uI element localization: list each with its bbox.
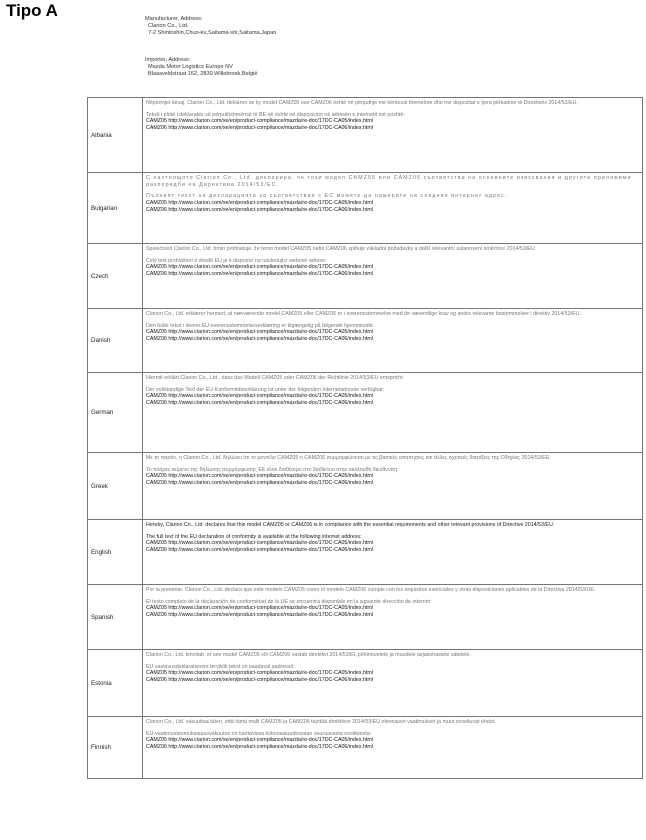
full-text-notice: The full text of the EU declaration of conformity is available at the following internet address: <box>146 533 362 540</box>
language-name: Czech <box>88 244 143 309</box>
importer-name: Mazda Motor Logistics Europe NV <box>148 64 233 70</box>
language-name: Albania <box>88 98 143 173</box>
compliance-statement: Clarion Co., Ltd. erklærer hermed, at nærværende model CAMZ05 eller CAMZ06 er i overensstemmelse med de væsentlige krav og andre relevante bestemmelser i direktiv 2014/53/EU. <box>146 311 581 317</box>
declaration-link[interactable]: CAMZ06 http://www.clarion.com/xe/en/product-compliance/mazda/re-doc/17DC-CA06/index.html <box>146 677 373 684</box>
page-title: Tipo A <box>6 1 58 20</box>
language-name: Finnish <box>88 717 143 779</box>
declaration-text-cell <box>143 173 643 244</box>
importer-heading: Importer, Address: <box>145 57 191 63</box>
declaration-link[interactable]: CAMZ05 http://www.clarion.com/xe/en/product-compliance/mazda/re-doc/17DC-CA05/index.html <box>146 473 373 480</box>
declaration-text-cell <box>143 309 643 373</box>
language-name: Estonia <box>88 650 143 717</box>
language-row-estonia <box>88 650 643 717</box>
declaration-link[interactable]: CAMZ06 http://www.clarion.com/xe/en/product-compliance/mazda/re-doc/17DC-CA06/index.html <box>146 336 373 343</box>
language-row-danish <box>88 309 643 373</box>
declaration-link[interactable]: CAMZ06 http://www.clarion.com/xe/en/product-compliance/mazda/re-doc/17DC-CA06/index.html <box>146 125 373 132</box>
language-name: English <box>88 520 143 585</box>
full-text-notice: Пълният текст на декларацията за съответствие с ЕС можете да намерите на следния интернет адрес: <box>146 193 508 200</box>
declaration-link[interactable]: CAMZ06 http://www.clarion.com/xe/en/product-compliance/mazda/re-doc/17DC-CA06/index.html <box>146 400 373 407</box>
language-row-bulgarian <box>88 173 643 244</box>
declaration-text-cell <box>143 244 643 309</box>
declaration-link[interactable]: CAMZ05 http://www.clarion.com/xe/en/product-compliance/mazda/re-doc/17DC-CA05/index.html <box>146 737 373 744</box>
declaration-text-cell <box>143 453 643 520</box>
declaration-link[interactable]: CAMZ06 http://www.clarion.com/xe/en/product-compliance/mazda/re-doc/17DC-CA06/index.html <box>146 480 373 487</box>
importer-block <box>145 57 257 78</box>
language-name: Spanish <box>88 585 143 650</box>
manufacturer-address: 7-2 Shintoshin,Chuo-ku,Saitama-shi,Saitama,Japan <box>148 30 277 36</box>
declaration-link[interactable]: CAMZ06 http://www.clarion.com/xe/en/product-compliance/mazda/re-doc/17DC-CA06/index.html <box>146 612 373 619</box>
compliance-statement: Por la presente, Clarion Co., Ltd. declara que este modelo CAMZ05 como el modelo CAMZ06 cumple con los requisitos esenciales y otras disposiciones aplicables de la Directiva 2014/53/UE. <box>146 587 596 593</box>
importer-address: Blaasveldstraat 162, 2830 Willebroek,België <box>148 71 258 77</box>
manufacturer-name: Clarion Co., Ltd. <box>148 23 189 29</box>
language-name: German <box>88 373 143 453</box>
language-row-albania <box>88 98 643 173</box>
language-name: Danish <box>88 309 143 373</box>
declaration-text-cell <box>143 717 643 779</box>
declaration-link[interactable]: CAMZ05 http://www.clarion.com/xe/en/product-compliance/mazda/re-doc/17DC-CA05/index.html <box>146 393 373 400</box>
declaration-link[interactable]: CAMZ05 http://www.clarion.com/xe/en/product-compliance/mazda/re-doc/17DC-CA05/index.html <box>146 540 373 547</box>
declaration-link[interactable]: CAMZ06 http://www.clarion.com/xe/en/product-compliance/mazda/re-doc/17DC-CA06/index.html <box>146 744 373 751</box>
manufacturer-heading: Manufacturer, Address: <box>145 16 203 22</box>
full-text-notice: EU-vaatimustenmukaisuusvakuutus on luettavissa kokonaisuudessaan seuraavasta osoitteesta: <box>146 730 372 737</box>
declaration-link[interactable]: CAMZ05 http://www.clarion.com/xe/en/product-compliance/mazda/re-doc/17DC-CA05/index.html <box>146 199 373 206</box>
language-row-greek <box>88 453 643 520</box>
full-text-notice: Teksti i plotë i deklaratës së përputhshmërisë të BE-së është në dispozicion në adresën e internetit më poshtë: <box>146 111 405 118</box>
compliance-statement: Clarion Co., Ltd. kinnitab, et see mudel CAMZ05 või CAMZ06 vastab direktiivi 2014/53/EL põhinõuetele ja muudele asjakohastele sätetele. <box>146 652 471 658</box>
declaration-link[interactable]: CAMZ06 http://www.clarion.com/xe/en/product-compliance/mazda/re-doc/17DC-CA06/index.html <box>146 547 373 554</box>
full-text-notice: EU vastavusdeklaratsiooni terviklik tekst on saadaval aadressil: <box>146 663 295 670</box>
compliance-statement: Hiermit erklärt Clarion Co., Ltd., dass das Modell CAMZ05 oder CAMZ06 der Richtlinie 2014/53/EU entspricht. <box>146 375 405 381</box>
declaration-text-cell <box>143 373 643 453</box>
compliance-statement: Με το παρόν, η Clarion Co., Ltd. δηλώνει ότι το μοντέλο CAMZ05 ή CAMZ06 συμμορφώνεται με τις βασικές απαιτήσεις και άλλες σχετικές διατάξεις της Οδηγίας 2014/53/ΕΕ. <box>146 455 551 461</box>
manufacturer-block <box>145 16 276 37</box>
compliance-statement: Hereby, Clarion Co., Ltd. declares that this model CAMZ05 or CAMZ06 is in compliance with the essential requirements and other relevant provisions of Directive 2014/53/EU. <box>146 522 555 528</box>
compliance-statement: Společnost Clarion Co., Ltd. tímto prohlašuje, že tento model CAMZ05 nebo CAMZ06 splňuje základní požadavky a další relevantní ustanovení směrnice 2014/53/EU. <box>146 246 537 252</box>
declaration-table <box>87 97 643 779</box>
declaration-link[interactable]: CAMZ05 http://www.clarion.com/xe/en/product-compliance/mazda/re-doc/17DC-CA05/index.html <box>146 670 373 677</box>
declaration-link[interactable]: CAMZ06 http://www.clarion.com/xe/en/product-compliance/mazda/re-doc/17DC-CA06/index.html <box>146 206 373 213</box>
declaration-text-cell <box>143 98 643 173</box>
compliance-statement: С настоящото Clarion Co., Ltd. декларира, че този модел CAMZ05 или CAMZ06 съответства на основните изисквания и другите приложими разпоредби на Директива 2014/53/ЕС. <box>146 175 632 188</box>
language-name: Bulgarian <box>88 173 143 244</box>
language-row-english <box>88 520 643 585</box>
full-text-notice: El texto completo de la declaración de conformidad de la UE se encuentra disponible en la siguiente dirección de internet: <box>146 598 432 605</box>
declaration-link[interactable]: CAMZ05 http://www.clarion.com/xe/en/product-compliance/mazda/re-doc/17DC-CA05/index.html <box>146 329 373 336</box>
language-row-finnish <box>88 717 643 779</box>
declaration-text-cell <box>143 520 643 585</box>
full-text-notice: Der vollständige Text der EU-Konformitätserklärung ist unter der folgenden Internetadresse verfügbar: <box>146 386 385 393</box>
full-text-notice: Celý text prohlášení o shodě EU je k dispozici na následující webové adrese: <box>146 257 327 264</box>
declaration-link[interactable]: CAMZ06 http://www.clarion.com/xe/en/product-compliance/mazda/re-doc/17DC-CA06/index.html <box>146 271 373 278</box>
declaration-link[interactable]: CAMZ05 http://www.clarion.com/xe/en/product-compliance/mazda/re-doc/17DC-CA05/index.html <box>146 264 373 271</box>
language-row-czech <box>88 244 643 309</box>
declaration-link[interactable]: CAMZ05 http://www.clarion.com/xe/en/product-compliance/mazda/re-doc/17DC-CA05/index.html <box>146 118 373 125</box>
full-text-notice: Den fulde tekst i denne EU-overensstemmelseserklæring er tilgængelig på følgende hjemmeside: <box>146 322 375 329</box>
language-row-german <box>88 373 643 453</box>
language-row-spanish <box>88 585 643 650</box>
declaration-text-cell <box>143 585 643 650</box>
declaration-text-cell <box>143 650 643 717</box>
compliance-statement: Nëpërmjet kësaj, Clarion Co., Ltd. deklaron se ky model CAMZ05 ose CAMZ06 është në përputhje me kërkesat themelore dhe me dispozitat e tjera përkatëse të Direktivës 2014/53/EU. <box>146 100 578 106</box>
declaration-link[interactable]: CAMZ05 http://www.clarion.com/xe/en/product-compliance/mazda/re-doc/17DC-CA05/index.html <box>146 605 373 612</box>
language-name: Greek <box>88 453 143 520</box>
full-text-notice: Το πλήρες κείμενο της δήλωσης συμμόρφωσης ΕΕ είναι διαθέσιμο στο διαδίκτυο στην ακόλουθη διεύθυνση: <box>146 466 399 473</box>
compliance-statement: Clarion Co., Ltd. vakuuttaa täten, että tämä malli CAMZ05 ja CAMZ06 täyttää direktiivin 2014/53/EU olennaiset vaatimukset ja muut soveltuvat ehdot. <box>146 719 496 725</box>
